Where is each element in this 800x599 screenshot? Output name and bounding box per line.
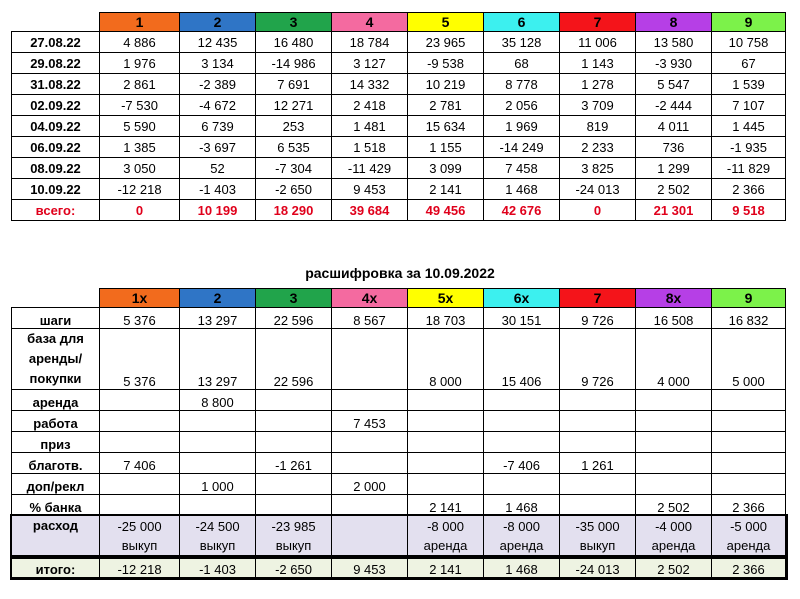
value-cell — [100, 432, 180, 453]
column-header: 6x — [484, 289, 560, 308]
value-cell: 12 271 — [256, 95, 332, 116]
column-header: 5x — [408, 289, 484, 308]
value-cell: 736 — [636, 137, 712, 158]
value-cell: 2 141 — [408, 495, 484, 516]
column-header: 9 — [712, 13, 786, 32]
value-cell — [256, 474, 332, 495]
value-cell: 9 726 — [560, 308, 636, 329]
expense-cell — [180, 516, 256, 557]
column-header: 2 — [180, 13, 256, 32]
value-cell: 1 468 — [484, 495, 560, 516]
total-cell: 0 — [100, 200, 180, 221]
value-cell — [408, 474, 484, 495]
value-cell — [484, 474, 560, 495]
value-cell: 1 261 — [560, 453, 636, 474]
value-cell: 2 502 — [636, 179, 712, 200]
value-cell: 1 468 — [484, 179, 560, 200]
table-row — [12, 432, 786, 453]
value-cell: 2 056 — [484, 95, 560, 116]
value-cell — [560, 390, 636, 411]
value-cell: 1 539 — [712, 74, 786, 95]
value-cell: 13 297 — [180, 308, 256, 329]
total-cell: 10 199 — [180, 200, 256, 221]
value-cell: 9 726 — [560, 329, 636, 390]
final-cell: -2 650 — [256, 557, 332, 578]
value-cell — [484, 411, 560, 432]
value-cell: -3 697 — [180, 137, 256, 158]
column-header: 2 — [180, 289, 256, 308]
table-row — [12, 137, 786, 158]
value-cell: -3 930 — [636, 53, 712, 74]
table-row — [12, 308, 786, 329]
expense-cell — [332, 516, 408, 557]
value-cell: 13 580 — [636, 32, 712, 53]
expense-row — [12, 516, 786, 557]
value-cell: 12 435 — [180, 32, 256, 53]
value-cell — [332, 329, 408, 390]
value-cell — [408, 432, 484, 453]
table-row — [12, 53, 786, 74]
row-date-label: 02.09.22 — [12, 95, 100, 116]
row-label: база для аренды/покупки — [12, 329, 100, 390]
table-row — [12, 32, 786, 53]
breakdown-table — [11, 288, 786, 578]
value-cell — [712, 474, 786, 495]
value-cell: 1 155 — [408, 137, 484, 158]
value-cell: 16 508 — [636, 308, 712, 329]
value-cell: 1 969 — [484, 116, 560, 137]
total-cell: 18 290 — [256, 200, 332, 221]
value-cell — [712, 432, 786, 453]
value-cell — [560, 495, 636, 516]
expense-amount: -8 000 — [503, 519, 540, 534]
value-cell: 22 596 — [256, 308, 332, 329]
value-cell — [560, 411, 636, 432]
expense-amount: -25 000 — [117, 519, 162, 534]
value-cell — [100, 390, 180, 411]
value-cell — [484, 390, 560, 411]
table-row — [12, 158, 786, 179]
value-cell: 5 376 — [100, 329, 180, 390]
value-cell — [180, 432, 256, 453]
row-label: работа — [12, 411, 100, 432]
value-cell: 16 480 — [256, 32, 332, 53]
row-date-label: 08.09.22 — [12, 158, 100, 179]
value-cell — [256, 495, 332, 516]
value-cell: 3 050 — [100, 158, 180, 179]
final-cell: 9 453 — [332, 557, 408, 578]
total-cell: 49 456 — [408, 200, 484, 221]
value-cell: 1 385 — [100, 137, 180, 158]
expense-amount: -4 000 — [655, 519, 692, 534]
value-cell: 15 406 — [484, 329, 560, 390]
value-cell: 3 825 — [560, 158, 636, 179]
column-header: 3 — [256, 13, 332, 32]
total-row — [12, 200, 786, 221]
value-cell: 7 458 — [484, 158, 560, 179]
value-cell: -7 530 — [100, 95, 180, 116]
table-row — [12, 495, 786, 516]
expense-cell — [100, 516, 180, 557]
value-cell: 2 000 — [332, 474, 408, 495]
expense-note: аренда — [423, 538, 468, 553]
row-label: доп/рекл — [12, 474, 100, 495]
expense-cell — [560, 516, 636, 557]
total-cell: 39 684 — [332, 200, 408, 221]
value-cell — [408, 453, 484, 474]
column-header: 8 — [636, 13, 712, 32]
value-cell — [180, 411, 256, 432]
value-cell: -2 650 — [256, 179, 332, 200]
value-cell — [408, 390, 484, 411]
row-date-label: 31.08.22 — [12, 74, 100, 95]
value-cell: 2 502 — [636, 495, 712, 516]
table-row — [12, 453, 786, 474]
value-cell — [560, 474, 636, 495]
value-cell: -11 429 — [332, 158, 408, 179]
value-cell: -24 013 — [560, 179, 636, 200]
value-cell: 8 778 — [484, 74, 560, 95]
column-header: 7 — [560, 289, 636, 308]
value-cell: -1 403 — [180, 179, 256, 200]
expense-note: аренда — [651, 538, 696, 553]
value-cell — [256, 432, 332, 453]
row-label: % банка — [12, 495, 100, 516]
table2-header-row — [12, 289, 786, 308]
value-cell: 7 453 — [332, 411, 408, 432]
value-cell: -9 538 — [408, 53, 484, 74]
value-cell: 3 709 — [560, 95, 636, 116]
column-header: 7 — [560, 13, 636, 32]
value-cell: -7 304 — [256, 158, 332, 179]
value-cell: 1 445 — [712, 116, 786, 137]
final-cell: -24 013 — [560, 557, 636, 578]
value-cell — [332, 453, 408, 474]
row-label: шаги — [12, 308, 100, 329]
value-cell — [256, 411, 332, 432]
value-cell: 4 000 — [636, 329, 712, 390]
value-cell: 7 406 — [100, 453, 180, 474]
value-cell — [484, 432, 560, 453]
column-header: 8x — [636, 289, 712, 308]
final-cell: 1 468 — [484, 557, 560, 578]
value-cell: 2 141 — [408, 179, 484, 200]
value-cell: 1 481 — [332, 116, 408, 137]
value-cell: 1 278 — [560, 74, 636, 95]
total-label: всего: — [12, 200, 100, 221]
value-cell: -1 261 — [256, 453, 332, 474]
value-cell: 4 886 — [100, 32, 180, 53]
row-date-label: 06.09.22 — [12, 137, 100, 158]
value-cell — [636, 432, 712, 453]
value-cell: 6 535 — [256, 137, 332, 158]
value-cell: -1 935 — [712, 137, 786, 158]
value-cell: -11 829 — [712, 158, 786, 179]
value-cell: 8 000 — [408, 329, 484, 390]
expense-amount: -5 000 — [730, 519, 767, 534]
column-header: 6 — [484, 13, 560, 32]
value-cell: 22 596 — [256, 329, 332, 390]
value-cell — [712, 453, 786, 474]
value-cell: 2 366 — [712, 495, 786, 516]
total-cell: 21 301 — [636, 200, 712, 221]
value-cell: 819 — [560, 116, 636, 137]
table-row — [12, 390, 786, 411]
expense-cell — [408, 516, 484, 557]
column-header: 4 — [332, 13, 408, 32]
value-cell: 2 366 — [712, 179, 786, 200]
expense-amount: -23 985 — [271, 519, 316, 534]
value-cell: 5 376 — [100, 308, 180, 329]
table1-header-row — [12, 13, 786, 32]
final-cell: 2 366 — [712, 557, 786, 578]
value-cell: 5 547 — [636, 74, 712, 95]
value-cell — [256, 390, 332, 411]
row-date-label: 04.09.22 — [12, 116, 100, 137]
value-cell: 52 — [180, 158, 256, 179]
value-cell — [560, 432, 636, 453]
table-row — [12, 116, 786, 137]
value-cell — [100, 495, 180, 516]
corner-cell — [12, 289, 100, 308]
value-cell: 30 151 — [484, 308, 560, 329]
row-label: приз — [12, 432, 100, 453]
value-cell — [712, 390, 786, 411]
expense-cell — [636, 516, 712, 557]
value-cell: 3 127 — [332, 53, 408, 74]
value-cell: 253 — [256, 116, 332, 137]
final-total-row — [12, 557, 786, 578]
value-cell: -14 986 — [256, 53, 332, 74]
value-cell: 7 107 — [712, 95, 786, 116]
value-cell: 16 832 — [712, 308, 786, 329]
value-cell: 9 453 — [332, 179, 408, 200]
value-cell: 6 739 — [180, 116, 256, 137]
column-header: 5 — [408, 13, 484, 32]
row-date-label: 10.09.22 — [12, 179, 100, 200]
value-cell: 18 703 — [408, 308, 484, 329]
value-cell — [636, 453, 712, 474]
final-cell: 2 502 — [636, 557, 712, 578]
value-cell — [636, 474, 712, 495]
value-cell — [332, 390, 408, 411]
value-cell: 2 418 — [332, 95, 408, 116]
row-label: благотв. — [12, 453, 100, 474]
corner-cell — [12, 13, 100, 32]
expense-amount: -24 500 — [195, 519, 240, 534]
value-cell: -2 444 — [636, 95, 712, 116]
value-cell: 1 143 — [560, 53, 636, 74]
row-date-label: 27.08.22 — [12, 32, 100, 53]
value-cell: 18 784 — [332, 32, 408, 53]
value-cell: 11 006 — [560, 32, 636, 53]
value-cell: -7 406 — [484, 453, 560, 474]
value-cell — [180, 453, 256, 474]
expense-amount: -8 000 — [427, 519, 464, 534]
value-cell: 67 — [712, 53, 786, 74]
value-cell: -4 672 — [180, 95, 256, 116]
value-cell — [408, 411, 484, 432]
value-cell: 2 233 — [560, 137, 636, 158]
expense-cell — [712, 516, 786, 557]
expense-note: выкуп — [275, 538, 312, 553]
table-row — [12, 179, 786, 200]
value-cell: 35 128 — [484, 32, 560, 53]
value-cell: 10 219 — [408, 74, 484, 95]
value-cell: 1 518 — [332, 137, 408, 158]
value-cell — [332, 432, 408, 453]
value-cell: 8 800 — [180, 390, 256, 411]
daily-results-table — [11, 12, 786, 221]
value-cell: -2 389 — [180, 74, 256, 95]
value-cell: 5 000 — [712, 329, 786, 390]
value-cell: 1 976 — [100, 53, 180, 74]
final-cell: -12 218 — [100, 557, 180, 578]
value-cell — [636, 411, 712, 432]
value-cell: -12 218 — [100, 179, 180, 200]
column-header: 1x — [100, 289, 180, 308]
value-cell — [332, 495, 408, 516]
value-cell: 8 567 — [332, 308, 408, 329]
value-cell — [180, 495, 256, 516]
value-cell: 5 590 — [100, 116, 180, 137]
total-cell: 0 — [560, 200, 636, 221]
value-cell: 1 000 — [180, 474, 256, 495]
expense-cell — [484, 516, 560, 557]
expense-amount: -35 000 — [575, 519, 620, 534]
value-cell: 14 332 — [332, 74, 408, 95]
column-header: 9 — [712, 289, 786, 308]
table-row — [12, 474, 786, 495]
final-label: итого: — [12, 557, 100, 578]
value-cell: 2 781 — [408, 95, 484, 116]
value-cell — [636, 390, 712, 411]
value-cell: 68 — [484, 53, 560, 74]
table-row — [12, 411, 786, 432]
value-cell: 15 634 — [408, 116, 484, 137]
table-row — [12, 329, 786, 390]
table-row — [12, 74, 786, 95]
value-cell — [712, 411, 786, 432]
total-cell: 42 676 — [484, 200, 560, 221]
expense-note: аренда — [726, 538, 771, 553]
total-cell: 9 518 — [712, 200, 786, 221]
value-cell: 1 299 — [636, 158, 712, 179]
value-cell: 7 691 — [256, 74, 332, 95]
table-row — [12, 95, 786, 116]
column-header: 3 — [256, 289, 332, 308]
expense-label: расход — [12, 516, 100, 557]
expense-note: выкуп — [121, 538, 158, 553]
column-header: 1 — [100, 13, 180, 32]
row-label: аренда — [12, 390, 100, 411]
final-cell: -1 403 — [180, 557, 256, 578]
value-cell: 2 861 — [100, 74, 180, 95]
expense-note: выкуп — [579, 538, 616, 553]
expense-cell — [256, 516, 332, 557]
value-cell: -14 249 — [484, 137, 560, 158]
final-cell: 2 141 — [408, 557, 484, 578]
value-cell: 13 297 — [180, 329, 256, 390]
value-cell: 3 134 — [180, 53, 256, 74]
expense-note: выкуп — [199, 538, 236, 553]
breakdown-caption: расшифровка за 10.09.2022 — [305, 265, 495, 281]
value-cell — [100, 474, 180, 495]
row-date-label: 29.08.22 — [12, 53, 100, 74]
column-header: 4x — [332, 289, 408, 308]
value-cell: 23 965 — [408, 32, 484, 53]
value-cell: 4 011 — [636, 116, 712, 137]
value-cell: 10 758 — [712, 32, 786, 53]
expense-note: аренда — [499, 538, 544, 553]
value-cell — [100, 411, 180, 432]
value-cell: 3 099 — [408, 158, 484, 179]
